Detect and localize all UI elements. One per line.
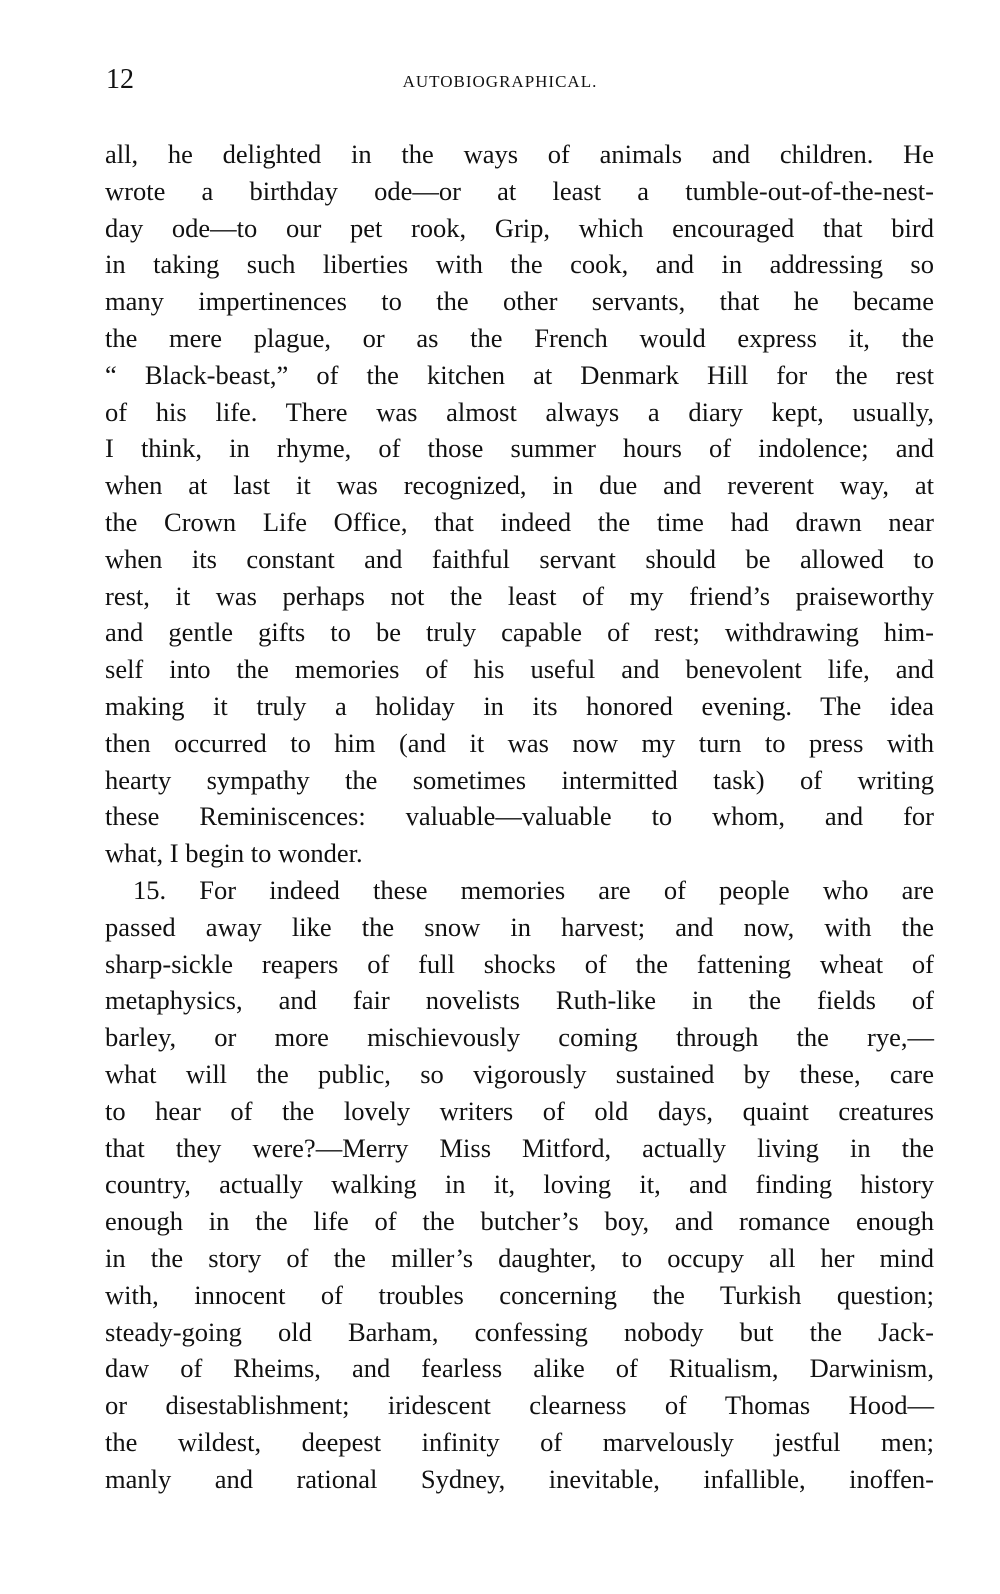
text-line: the mere plague, or as the French would express it, the — [105, 322, 934, 353]
text-line: steady-going old Barham, confessing nobody but the Jack- — [105, 1316, 934, 1347]
text-line: self into the memories of his useful and benevolent life, and — [105, 654, 934, 685]
text-line: I think, in rhyme, of those summer hours of indolence; and — [105, 433, 934, 464]
text-line: to hear of the lovely writers of old days, quaint creatures — [105, 1095, 934, 1126]
text-line: the wildest, deepest infinity of marvelously jestful men; — [105, 1426, 934, 1457]
text-line: passed away like the snow in harvest; and now, with the — [105, 911, 934, 942]
text-line: day ode—to our pet rook, Grip, which encouraged that bird — [105, 212, 934, 243]
text-line: when at last it was recognized, in due and reverent way, at — [105, 470, 934, 501]
text-line: in taking such liberties with the cook, and in addressing so — [105, 249, 934, 280]
text-line: manly and rational Sydney, inevitable, infallible, inoffen- — [105, 1463, 934, 1494]
text-line: and gentle gifts to be truly capable of rest; withdrawing him- — [105, 617, 934, 648]
body-text — [105, 136, 934, 1497]
text-line: hearty sympathy the sometimes intermitted task) of writing — [105, 764, 934, 795]
text-line: many impertinences to the other servants, that he became — [105, 286, 934, 317]
text-line: then occurred to him (and it was now my turn to press with — [105, 727, 934, 758]
text-line: when its constant and faithful servant should be allowed to — [105, 543, 934, 574]
text-line: 15. For indeed these memories are of people who are — [133, 874, 934, 905]
text-line: barley, or more mischievously coming through the rye,— — [105, 1022, 934, 1053]
text-line: rest, it was perhaps not the least of my friend’s praiseworthy — [105, 580, 934, 611]
text-line: that they were?—Merry Miss Mitford, actually living in the — [105, 1132, 934, 1163]
text-line: what, I begin to wonder. — [105, 838, 363, 869]
text-line: metaphysics, and fair novelists Ruth-like in the fields of — [105, 985, 934, 1016]
text-line: country, actually walking in it, loving it, and finding history — [105, 1169, 934, 1200]
text-line: all, he delighted in the ways of animals and children. He — [105, 139, 934, 169]
text-line: of his life. There was almost always a diary kept, usually, — [105, 396, 934, 427]
text-line: wrote a birthday ode—or at least a tumble-out-of-the-nest- — [105, 175, 934, 206]
text-line: in the story of the miller’s daughter, to occupy all her mind — [105, 1242, 934, 1273]
text-line: enough in the life of the butcher’s boy, and romance enough — [105, 1206, 934, 1237]
text-line: or disestablishment; iridescent clearness of Thomas Hood— — [105, 1390, 934, 1421]
text-line: the Crown Life Office, that indeed the time had drawn near — [105, 506, 934, 537]
text-line: making it truly a holiday in its honored evening. The idea — [105, 690, 934, 721]
text-line: sharp-sickle reapers of full shocks of the fattening wheat of — [105, 948, 934, 979]
text-line: what will the public, so vigorously sustained by these, care — [105, 1058, 934, 1089]
page-number: 12 — [106, 64, 134, 95]
text-line: with, innocent of troubles concerning the Turkish question; — [105, 1279, 934, 1310]
text-line: daw of Rheims, and fearless alike of Ritualism, Darwinism, — [105, 1353, 934, 1384]
text-line: “ Black-beast,” of the kitchen at Denmark Hill for the rest — [105, 359, 934, 390]
running-head: AUTOBIOGRAPHICAL. — [402, 72, 598, 91]
text-line: these Reminiscences: valuable—valuable to whom, and for — [105, 801, 934, 832]
